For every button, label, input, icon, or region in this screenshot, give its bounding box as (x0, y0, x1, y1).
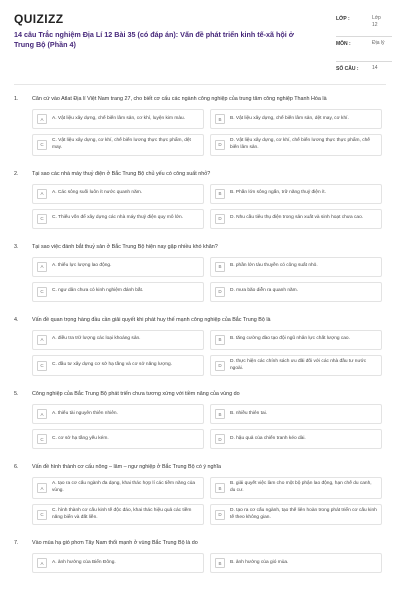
meta-label-grade: LỚP : (336, 16, 350, 22)
meta-row-grade (336, 12, 392, 37)
option-letter-box: B (215, 483, 225, 493)
answer-option[interactable] (210, 184, 382, 204)
option-letter-box: B (215, 409, 225, 419)
option-text: B. nhiều thiên tai. (230, 411, 268, 416)
option-letter-box: D (215, 140, 225, 150)
option-text: B. ảnh hưởng của gió mùa. (230, 560, 289, 566)
header-divider (14, 84, 386, 85)
question-item (14, 463, 386, 525)
question-header (14, 463, 386, 471)
question-item (14, 316, 386, 377)
answer-option[interactable] (32, 477, 204, 498)
option-letter-box: C (37, 361, 47, 371)
option-letter-box: B (215, 262, 225, 272)
question-header (14, 539, 386, 547)
option-letter-box: B (215, 558, 225, 568)
meta-value-subject: Địa lý (372, 40, 385, 46)
option-letter-box: C (37, 140, 47, 150)
meta-value-count: 14 (372, 65, 378, 71)
option-text: B. Vật liệu xây dựng, chế biến lâm sản, dệt may, cơ khí. (230, 115, 349, 121)
question-text: Vào mùa hạ gió phơn Tây Nam thổi mạnh ở vùng Bắc Trung Bộ là do (32, 540, 198, 547)
option-text: C. ngư dân chưa có kinh nghiệm đánh bắt. (52, 288, 144, 294)
answer-options (32, 404, 382, 449)
question-header (14, 95, 386, 103)
answer-option[interactable] (210, 355, 382, 376)
question-header (14, 243, 386, 251)
meta-panel (336, 12, 392, 86)
question-text: Vấn đề quan trọng hàng đầu cần giải quyết khi phát huy thế mạnh công nghiệp của Bắc Trung Bộ là (32, 316, 271, 323)
option-text: A. điều tra trữ lượng các loại khoáng sản. (52, 336, 141, 342)
question-header (14, 316, 386, 324)
option-text: B. Phần lớn sông ngắn, trữ năng thuỷ điện ít. (230, 190, 326, 196)
question-number: 4. (14, 316, 19, 323)
answer-option[interactable] (210, 134, 382, 155)
answer-option[interactable] (32, 553, 204, 573)
question-item (14, 539, 386, 573)
option-letter-box: A (37, 409, 47, 419)
option-letter-box: B (215, 335, 225, 345)
option-text: A. thiếu tài nguyên thiên nhiên. (52, 411, 118, 416)
answer-option[interactable] (32, 282, 204, 302)
option-text: D. Vật liệu xây dựng, cơ khí, chế biến lương thực thực phẩm, chế biến lâm sản. (230, 138, 370, 150)
option-text: A. tạo ra cơ cấu ngành đa dạng, khai thác hợp lí các tiềm năng của vùng. (52, 481, 196, 494)
option-text: B. phần lớn tàu thuyền có công suất nhỏ. (230, 263, 318, 269)
option-text: D. hậu quả của chiến tranh kéo dài. (230, 436, 306, 441)
answer-options (32, 257, 382, 302)
question-text: Căn cứ vào Atlat Địa lí Việt Nam trang 27, cho biết cơ cấu các ngành công nghiệp của trung tâm công nghiệp Thanh Hóa là (32, 96, 327, 102)
question-item (14, 95, 386, 156)
answer-option[interactable] (210, 257, 382, 277)
option-text: C. hình thành cơ cấu kinh tế độc đáo, khai thác hiệu quả các tiềm năng biển và đất liền. (52, 507, 192, 520)
option-text: B. tăng cường đào tạo đội ngũ nhân lực chất lượng cao. (230, 336, 350, 342)
meta-label-subject: MÔN : (336, 41, 351, 47)
option-letter-box: A (37, 189, 47, 199)
option-text: A. ảnh hưởng của Biển Đông. (52, 560, 116, 566)
answer-option[interactable] (32, 355, 204, 376)
option-letter-box: A (37, 262, 47, 272)
answer-options (32, 477, 382, 525)
option-text: A. thiếu lực lượng lao động. (52, 263, 112, 269)
question-number: 7. (14, 540, 19, 547)
question-item (14, 170, 386, 229)
question-number: 2. (14, 170, 19, 177)
meta-row-count (336, 62, 392, 86)
answer-option[interactable] (32, 184, 204, 204)
option-letter-box: A (37, 483, 47, 493)
question-header (14, 390, 386, 398)
answer-option[interactable] (32, 209, 204, 229)
answer-option[interactable] (210, 477, 382, 498)
option-text: C. cơ sở hạ tầng yếu kém. (52, 436, 109, 441)
option-text: D. Nhu cầu tiêu thụ điện trong sản xuất và sinh hoạt chưa cao. (230, 215, 364, 221)
answer-option[interactable] (32, 404, 204, 424)
question-number: 3. (14, 243, 19, 250)
option-letter-box: B (215, 189, 225, 199)
question-list (0, 95, 400, 587)
option-text: B. giải quyết việc làm cho một bộ phận lao động, hạn chế du canh, du cư. (230, 481, 372, 494)
option-text: D. mưa bão diễn ra quanh năm. (230, 288, 299, 294)
answer-option[interactable] (32, 429, 204, 449)
option-text: C. Thiếu vốn để xây dựng các nhà máy thuỷ điện quy mô lớn. (52, 215, 184, 221)
option-text: C. đầu tư xây dựng cơ sở hạ tầng và cơ sở năng lượng. (52, 362, 173, 368)
option-letter-box: C (37, 214, 47, 224)
meta-row-subject (336, 37, 392, 62)
answer-option[interactable] (32, 257, 204, 277)
answer-option[interactable] (210, 282, 382, 302)
answer-option[interactable] (210, 209, 382, 229)
quizizz-logo: QUIZIZZ (14, 12, 64, 26)
meta-label-count: SỐ CÂU : (336, 66, 359, 72)
answer-option[interactable] (32, 109, 204, 129)
option-letter-box: C (37, 434, 47, 444)
option-letter-box: A (37, 114, 47, 124)
answer-option[interactable] (210, 553, 382, 573)
question-item (14, 243, 386, 302)
answer-option[interactable] (32, 504, 204, 525)
option-letter-box: A (37, 335, 47, 345)
worksheet-header (0, 0, 400, 86)
option-letter-box: D (215, 434, 225, 444)
option-text: A. Các sông suối luôn ít nước quanh năm. (52, 190, 143, 196)
answer-option[interactable] (210, 429, 382, 449)
question-item (14, 390, 386, 449)
answer-option[interactable] (210, 330, 382, 350)
option-letter-box: D (215, 287, 225, 297)
answer-option[interactable] (32, 134, 204, 155)
option-letter-box: B (215, 114, 225, 124)
option-text: A. Vật liệu xây dựng, chế biến lâm sản, cơ khí, luyện kim màu. (52, 115, 186, 121)
option-text: D. tạo ra cơ cấu ngành, tạo thế liên hoàn trong phát triển cơ cấu kinh tế theo không gian. (230, 507, 377, 520)
answer-options (32, 330, 382, 376)
question-header (14, 170, 386, 178)
option-letter-box: D (215, 510, 225, 520)
option-letter-box: D (215, 214, 225, 224)
question-number: 6. (14, 464, 19, 471)
option-letter-box: A (37, 558, 47, 568)
option-text: D. thực hiện các chính sách ưu đãi đối với các nhà đầu tư nước ngoài. (230, 358, 367, 371)
answer-options (32, 184, 382, 229)
meta-value-grade: Lớp 12 (372, 15, 381, 28)
answer-option[interactable] (32, 330, 204, 350)
question-number: 5. (14, 391, 19, 398)
answer-option[interactable] (210, 404, 382, 424)
answer-option[interactable] (210, 504, 382, 525)
question-text: Tại sao việc đánh bắt thuỷ sản ở Bắc Trung Bộ hiện nay gặp nhiều khó khăn? (32, 243, 218, 250)
option-letter-box: C (37, 287, 47, 297)
option-text: C. Vật liệu xây dựng, cơ khí, chế biến lương thực thực phẩm, dệt may. (52, 138, 191, 150)
document-title: 14 câu Trắc nghiệm Địa Lí 12 Bài 35 (có đáp án): Vấn đề phát triển kinh tế-xã hội ở Trung Bộ (Phần 4) (14, 30, 294, 49)
question-number: 1. (14, 96, 19, 102)
answer-options (32, 553, 382, 573)
answer-options (32, 109, 382, 155)
question-text: Tại sao các nhà máy thuỷ điện ở Bắc Trung Bộ chủ yếu có công suất nhỏ? (32, 170, 211, 177)
question-text: Vấn đề hình thành cơ cấu nông – lâm – ngư nghiệp ở Bắc Trung Bộ có ý nghĩa (32, 464, 221, 471)
answer-option[interactable] (210, 109, 382, 129)
option-letter-box: C (37, 510, 47, 520)
option-letter-box: D (215, 361, 225, 371)
question-text: Công nghiệp của Bắc Trung Bộ phát triển chưa tương xứng với tiềm năng của vùng do (32, 391, 240, 398)
